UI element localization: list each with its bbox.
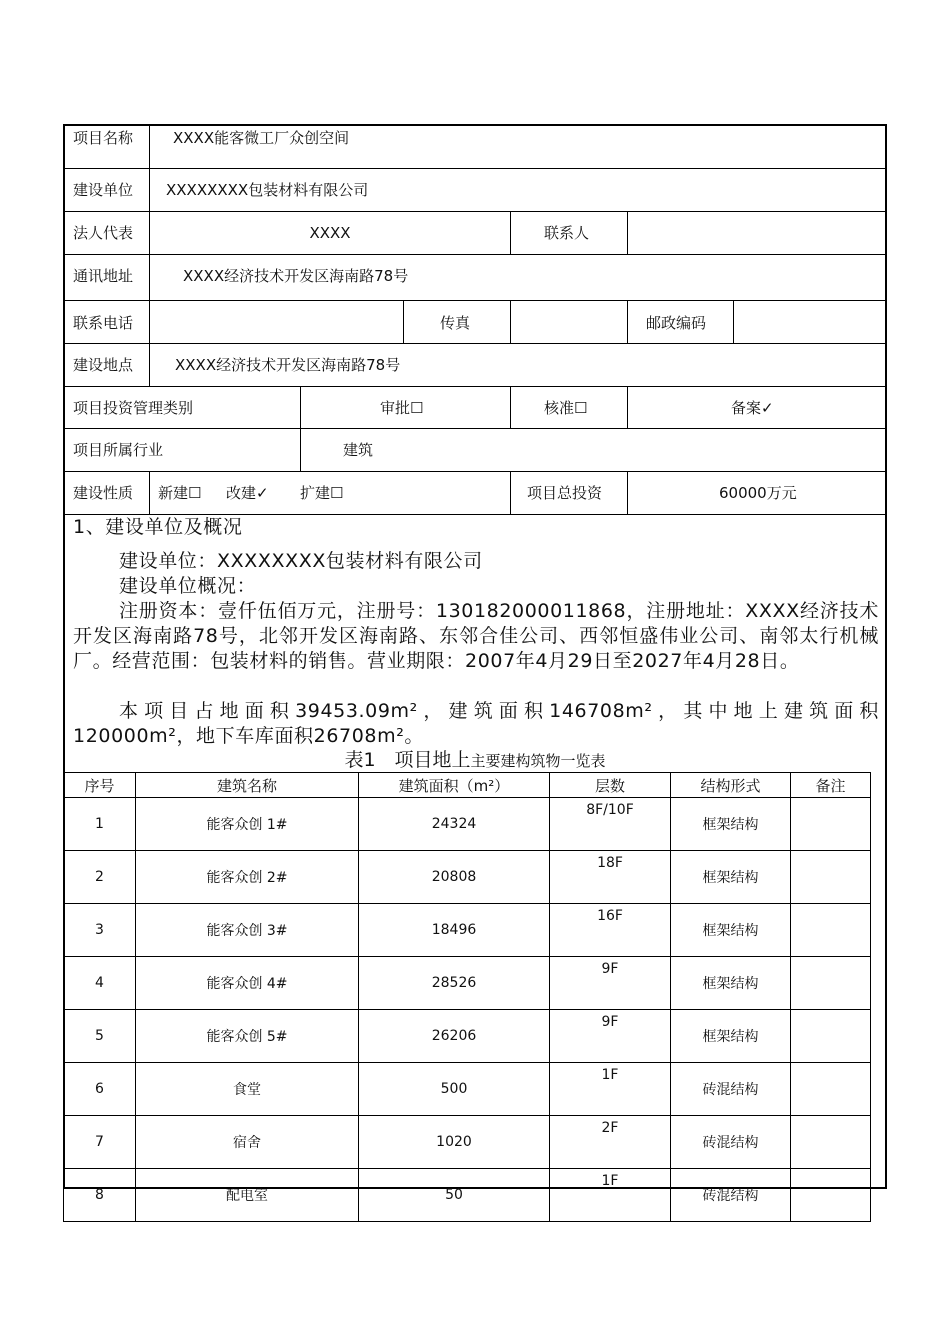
nature-rebuild: 改建✓	[226, 484, 269, 502]
row-divider	[63, 254, 887, 255]
header-cell: 层数	[550, 773, 671, 798]
building-table	[63, 772, 871, 1222]
cell-name: 能客众创 1#	[136, 798, 359, 851]
cell-area: 500	[359, 1063, 550, 1116]
col-divider	[149, 254, 150, 300]
verify-option: 核准☐	[544, 399, 588, 417]
record-option: 备案✓	[731, 399, 774, 417]
address-label: 通讯地址	[73, 267, 134, 285]
cell-name: 能客众创 2#	[136, 851, 359, 904]
table-row	[64, 1169, 871, 1222]
col-divider	[510, 471, 511, 514]
overview-label: 建设单位概况：	[119, 575, 257, 597]
cell-floors: 18F	[550, 851, 671, 904]
cell-structure: 砖混结构	[671, 1116, 791, 1169]
col-divider	[149, 300, 150, 343]
cell-floors: 9F	[550, 957, 671, 1010]
cell-structure: 框架结构	[671, 851, 791, 904]
cell-floors: 2F	[550, 1116, 671, 1169]
col-divider	[510, 211, 511, 254]
postcode-label: 邮政编码	[646, 314, 707, 332]
cell-structure: 框架结构	[671, 1010, 791, 1063]
row-divider	[63, 211, 887, 212]
cell-area: 18496	[359, 904, 550, 957]
col-divider	[510, 386, 511, 428]
row-divider	[63, 300, 887, 301]
project-name-label: 项目名称	[73, 129, 134, 147]
area-paragraph: 本项目占地面积39453.09m²，建筑面积146708m²，其中地上建筑面积120000m²，地下车库面积26708m²。	[73, 700, 879, 747]
section-heading: 1、建设单位及概况	[73, 516, 243, 538]
cell-index: 1	[64, 798, 136, 851]
cell-floors: 16F	[550, 904, 671, 957]
header-cell: 备注	[791, 773, 871, 798]
cell-note	[791, 1169, 871, 1222]
cell-floors: 8F/10F	[550, 798, 671, 851]
cell-area: 26206	[359, 1010, 550, 1063]
total-invest-value: 60000万元	[719, 484, 797, 502]
cell-name: 宿舍	[136, 1116, 359, 1169]
col-divider	[510, 300, 511, 343]
col-divider	[403, 300, 404, 343]
overview-paragraph: 注册资本：壹仟伍佰万元，注册号：130182000011868，注册地址：XXXX经济技术开发区海南路78号，北邻开发区海南路、东邻合佳公司、西邻恒盛伟业公司、南邻太行机械厂。经营范围：包装材料的销售。营业期限：2007年4月29日至2027年4月28日。	[73, 600, 879, 672]
table-header-row	[64, 773, 871, 798]
cell-floors: 9F	[550, 1010, 671, 1063]
legal-rep-label: 法人代表	[73, 224, 134, 242]
cell-structure: 砖混结构	[671, 1169, 791, 1222]
row-divider	[63, 428, 887, 429]
cell-structure: 框架结构	[671, 904, 791, 957]
cell-index: 8	[64, 1169, 136, 1222]
cell-floors: 1F	[550, 1063, 671, 1116]
table-caption-main: 表1 项目地上	[344, 749, 471, 771]
cell-note	[791, 1010, 871, 1063]
builder-value: XXXXXXXX包装材料有限公司	[166, 181, 369, 199]
cell-index: 5	[64, 1010, 136, 1063]
table-row	[64, 957, 871, 1010]
cell-area: 24324	[359, 798, 550, 851]
cell-name: 配电室	[136, 1169, 359, 1222]
table-row	[64, 1010, 871, 1063]
col-divider	[149, 343, 150, 386]
total-invest-label: 项目总投资	[527, 484, 603, 502]
header-cell: 建筑名称	[136, 773, 359, 798]
row-divider	[63, 168, 887, 169]
cell-area: 50	[359, 1169, 550, 1222]
table-row	[64, 851, 871, 904]
header-cell: 序号	[64, 773, 136, 798]
header-cell: 结构形式	[671, 773, 791, 798]
site-value: XXXX经济技术开发区海南路78号	[175, 356, 401, 374]
contact-label: 联系人	[544, 224, 590, 242]
cell-note	[791, 798, 871, 851]
cell-area: 1020	[359, 1116, 550, 1169]
cell-note	[791, 851, 871, 904]
approve-option: 审批☐	[380, 399, 424, 417]
row-divider	[63, 386, 887, 387]
col-divider	[627, 300, 628, 343]
col-divider	[149, 471, 150, 514]
col-divider	[627, 471, 628, 514]
nature-expand: 扩建☐	[300, 484, 344, 502]
cell-floors: 1F	[550, 1169, 671, 1222]
col-divider	[300, 386, 301, 471]
cell-index: 4	[64, 957, 136, 1010]
industry-value: 建筑	[343, 441, 374, 459]
address-value: XXXX经济技术开发区海南路78号	[183, 267, 409, 285]
invest-mgmt-label: 项目投资管理类别	[73, 399, 194, 417]
col-divider	[627, 386, 628, 428]
cell-name: 能客众创 4#	[136, 957, 359, 1010]
cell-index: 3	[64, 904, 136, 957]
cell-name: 食堂	[136, 1063, 359, 1116]
cell-structure: 框架结构	[671, 957, 791, 1010]
col-divider	[627, 211, 628, 254]
cell-index: 6	[64, 1063, 136, 1116]
table-caption	[0, 749, 950, 772]
phone-label: 联系电话	[73, 314, 134, 332]
cell-index: 7	[64, 1116, 136, 1169]
fax-label: 传真	[440, 314, 471, 332]
cell-area: 20808	[359, 851, 550, 904]
cell-name: 能客众创 3#	[136, 904, 359, 957]
table-row	[64, 1116, 871, 1169]
table-row	[64, 1063, 871, 1116]
builder-label: 建设单位	[73, 181, 134, 199]
row-divider	[63, 471, 887, 472]
table-caption-rest: 主要建构筑物一览表	[470, 752, 606, 770]
project-name-value: XXXX能客微工厂众创空间	[173, 129, 350, 147]
cell-note	[791, 1063, 871, 1116]
row-divider	[63, 343, 887, 344]
cell-index: 2	[64, 851, 136, 904]
header-cell: 建筑面积（m²）	[359, 773, 550, 798]
nature-new: 新建☐	[158, 484, 202, 502]
table-row	[64, 904, 871, 957]
industry-label: 项目所属行业	[73, 441, 164, 459]
site-label: 建设地点	[73, 356, 134, 374]
cell-structure: 框架结构	[671, 798, 791, 851]
cell-area: 28526	[359, 957, 550, 1010]
cell-name: 能客众创 5#	[136, 1010, 359, 1063]
legal-rep-value: XXXX	[309, 224, 351, 242]
builder-line: 建设单位：XXXXXXXX包装材料有限公司	[119, 550, 483, 572]
cell-note	[791, 957, 871, 1010]
cell-note	[791, 904, 871, 957]
col-divider	[733, 300, 734, 343]
table-row	[64, 798, 871, 851]
cell-structure: 砖混结构	[671, 1063, 791, 1116]
cell-note	[791, 1116, 871, 1169]
nature-label: 建设性质	[73, 484, 134, 502]
